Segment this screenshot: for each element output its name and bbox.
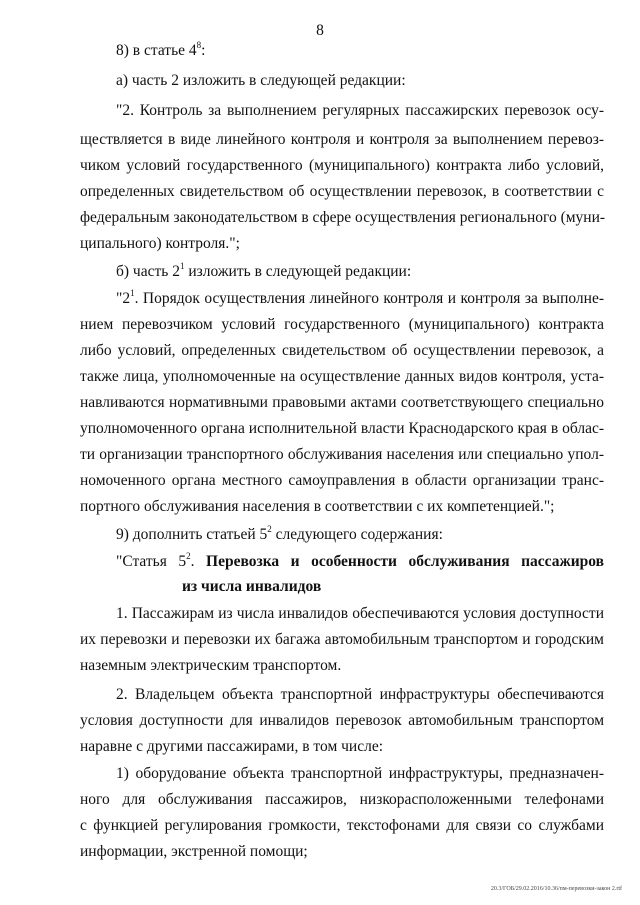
page-number: 8 bbox=[316, 22, 324, 39]
article-heading: "Статья $5^2$. Перевозка и особенности обслуживания пассажиров bbox=[116, 551, 605, 570]
paragraph-2-line: чиком условий государственного (муниципального) контракта либо условий, bbox=[80, 157, 604, 174]
paragraph-2-line: ществляется в виде линейного контроля и контроля за выполнением перевоз- bbox=[80, 131, 604, 148]
subpoint-1-line: 1) оборудование объекта транспортной инфраструктуры, предназначен- bbox=[116, 765, 604, 782]
paragraph-2-1-line: нием перевозчиком условий государственного (муниципального) контракта bbox=[80, 316, 604, 333]
point-2-line: условия доступности для инвалидов перевозок автомобильным транспортом bbox=[80, 712, 604, 729]
paragraph-2-1-line: портного обслуживания населения в соответствии с их компетенцией."; bbox=[80, 498, 555, 515]
paragraph-2-1-line: уполномоченного органа исполнительной власти Краснодарского края в облас- bbox=[80, 420, 604, 437]
point-2-line: наравне с другими пассажирами, в том числе: bbox=[80, 738, 384, 755]
paragraph-2-line: федеральным законодательством в сфере осуществления регионального (муни- bbox=[80, 209, 606, 226]
paragraph-2-1-line: либо условий, определенных свидетельством об осуществлении перевозок, а bbox=[80, 342, 604, 359]
paragraph-2-line: ципального) контроля."; bbox=[80, 235, 240, 252]
paragraph-2-1-line: ти организации транспортного обслуживания населения или специально упол- bbox=[80, 446, 604, 463]
subpoint-1-line: информации, экстренной помощи; bbox=[80, 843, 308, 860]
paragraph-2-line: "2. Контроль за выполнением регулярных пассажирских перевозок осу- bbox=[116, 102, 604, 119]
paragraph-2-1-line: номоченного органа местного самоуправления в области организации транс- bbox=[80, 472, 604, 489]
item-9-heading: 9) дополнить статьей $5^2$ следующего содержания: bbox=[116, 524, 443, 543]
point-1-line: их перевозки и перевозки их багажа автомобильным транспортом и городским bbox=[80, 631, 604, 648]
paragraph-2-1-line: также лица, уполномоченные на осуществление данных видов контроля, уста- bbox=[80, 368, 604, 385]
point-1-line: наземным электрическим транспортом. bbox=[80, 657, 342, 674]
file-path-footer: 20.3/ГОБ/29.02.2016/10.36/пм-перевозки-закон 2.rtf bbox=[490, 886, 622, 892]
subpoint-1-line: ного для обслуживания пассажиров, низкорасположенными телефонами bbox=[80, 791, 604, 808]
article-heading-continuation: из числа инвалидов bbox=[182, 578, 322, 595]
point-2-line: 2. Владельцем объекта транспортной инфраструктуры обеспечиваются bbox=[116, 686, 604, 703]
item-8-heading: 8) в статье $4^8$: bbox=[116, 40, 206, 59]
paragraph-2-1-line: "$2^1$. Порядок осуществления линейного контроля и контроля за выполне- bbox=[116, 288, 604, 307]
subpoint-1-line: с функцией регулирования громкости, текстофонами для связи со службами bbox=[80, 817, 604, 834]
point-1-line: 1. Пассажирам из числа инвалидов обеспечиваются условия доступности bbox=[116, 605, 604, 622]
item-8a-heading: а) часть 2 изложить в следующей редакции: bbox=[116, 72, 406, 89]
paragraph-2-1-line: навливаются нормативными правовыми актами соответствующего специально bbox=[80, 394, 604, 411]
paragraph-2-line: определенных свидетельством об осуществлении перевозок, в соответствии с bbox=[80, 183, 604, 200]
item-8b-heading: б) часть $2^1$ изложить в следующей редакции: bbox=[116, 261, 412, 280]
